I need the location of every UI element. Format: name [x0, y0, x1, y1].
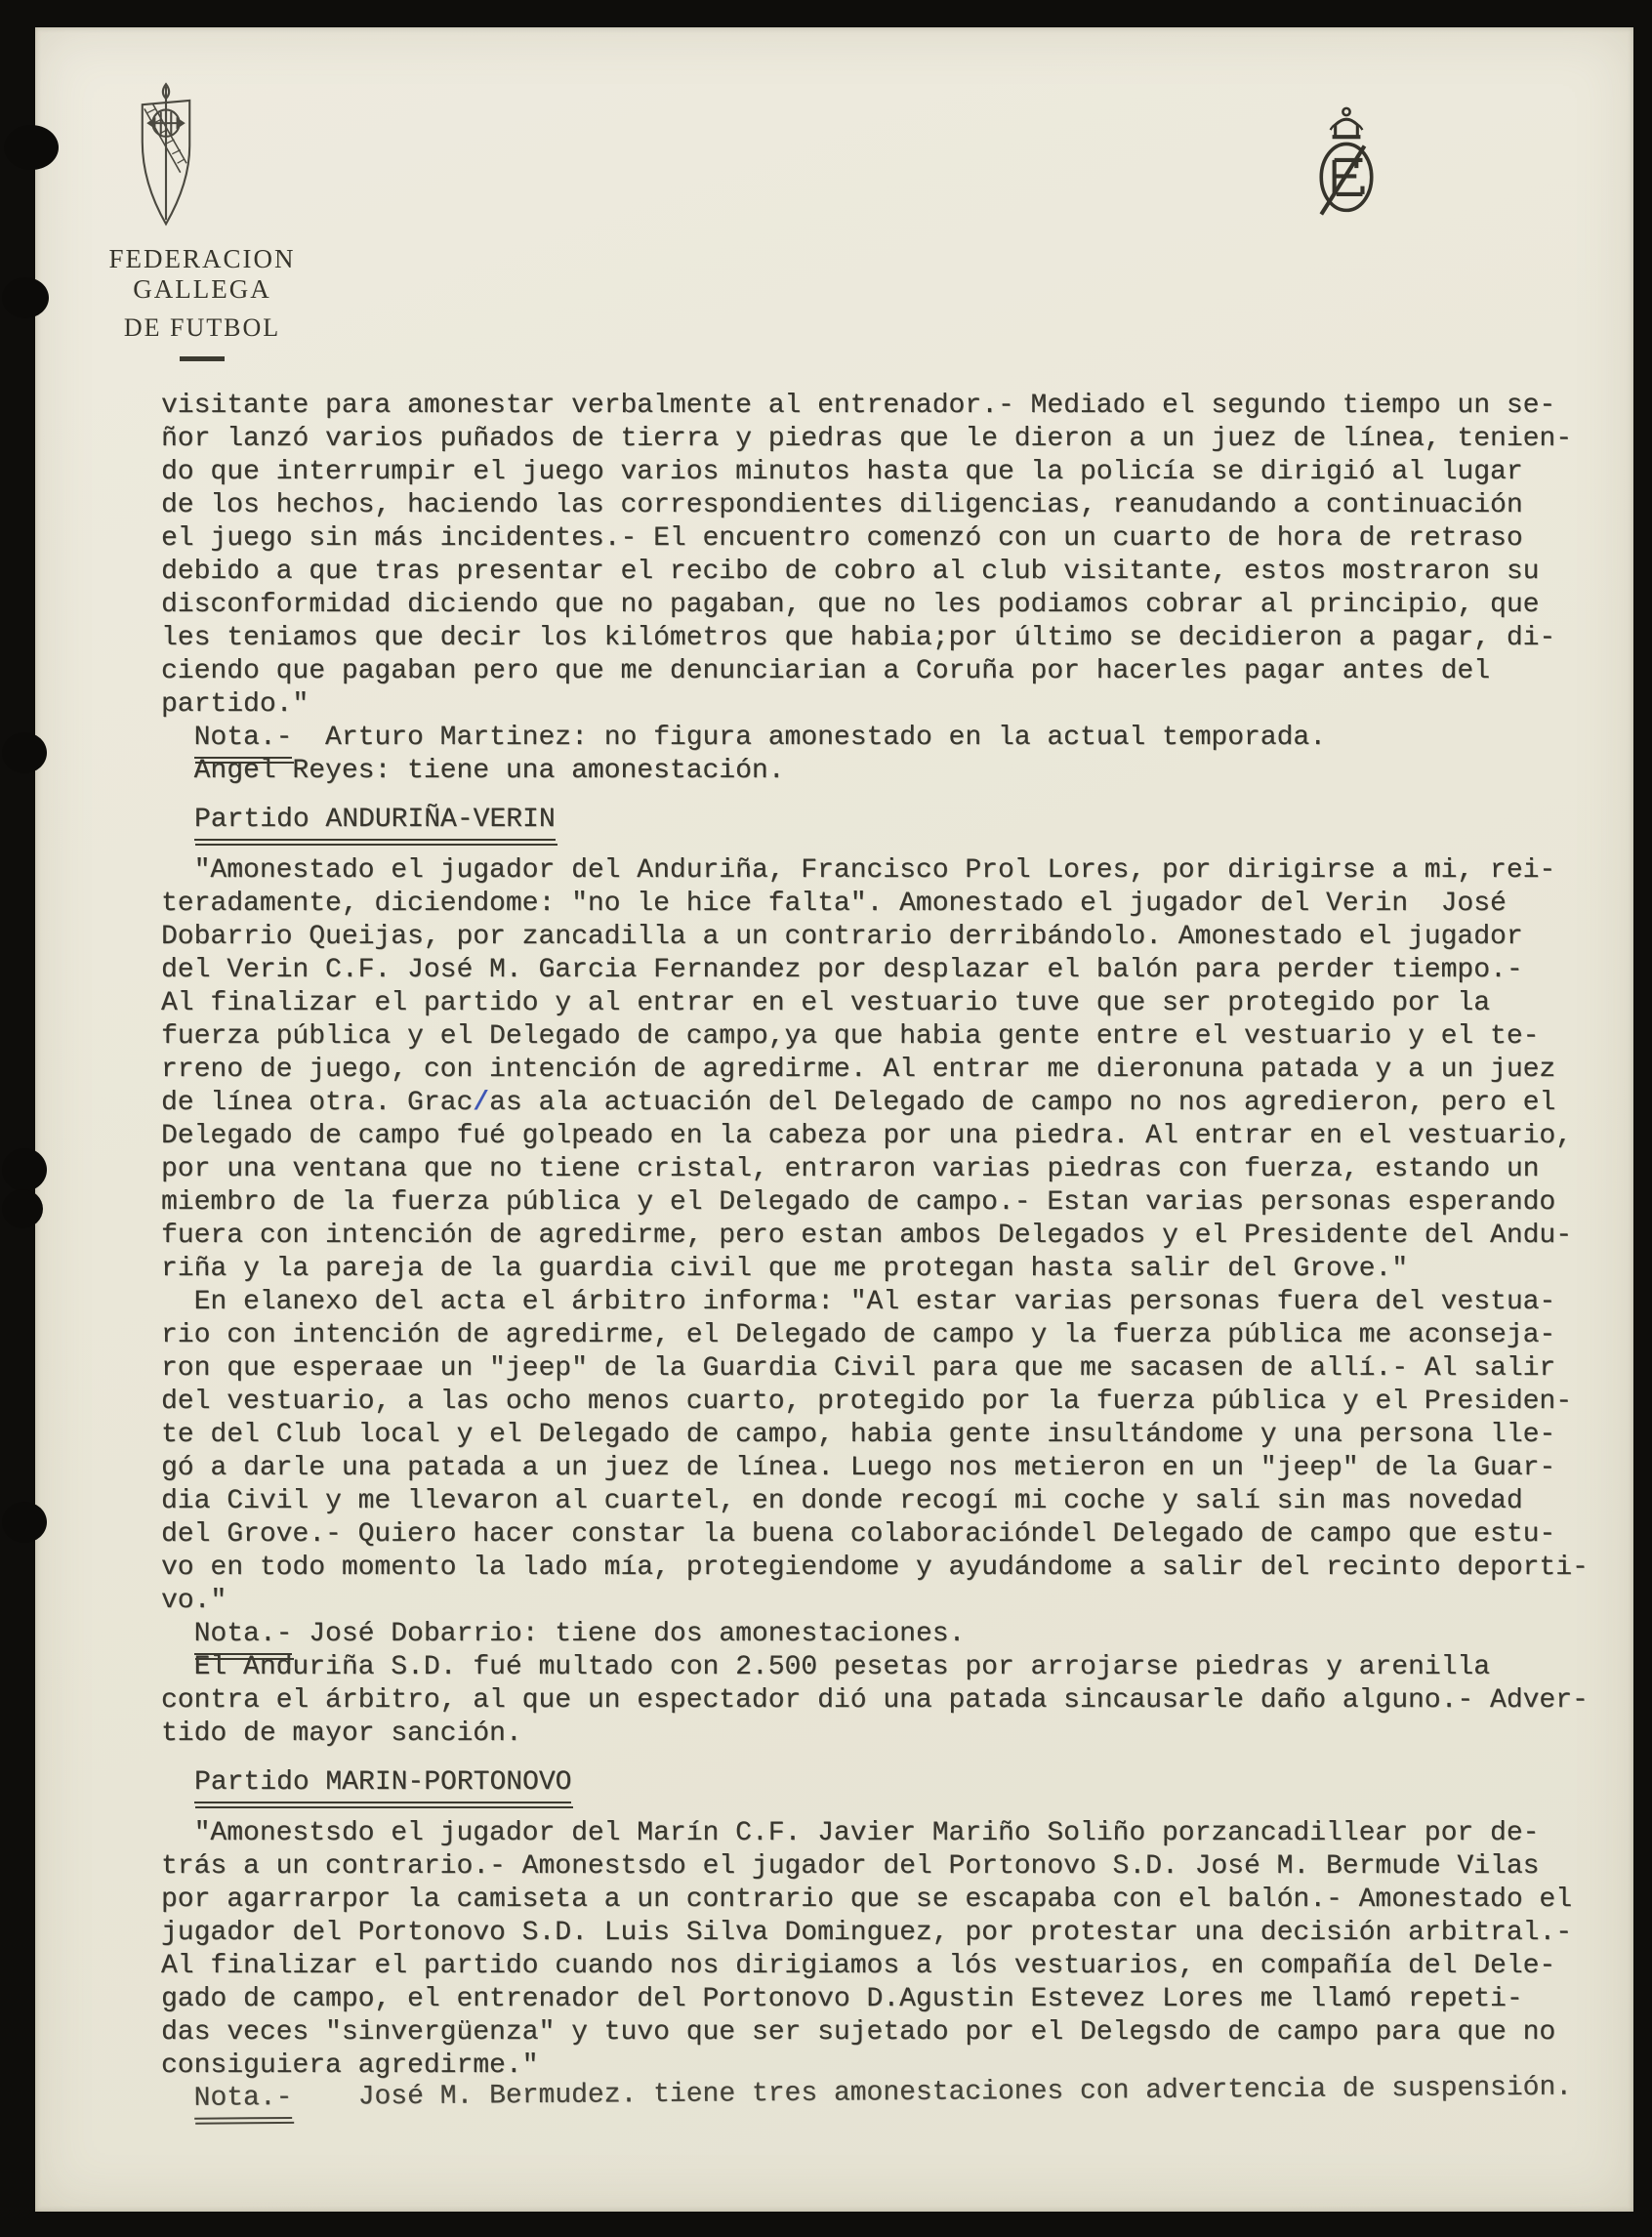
- document-line: dia Civil y me llevaron al cuartel, en donde recogí mi coche y salí sin mas novedad: [161, 1486, 1523, 1516]
- handwritten-ink-correction: /: [473, 1088, 490, 1118]
- document-line: Delegado de campo fué golpeado en la cabeza por una piedra. Al entrar en el vestuario,: [161, 1121, 1573, 1151]
- letterhead-rule: [180, 356, 225, 361]
- document-line: ciendo que pagaban pero que me denunciarian a Coruña por hacerles pagar antes del: [161, 656, 1491, 686]
- paragraph: [161, 1286, 1626, 1618]
- binder-hole: [2, 732, 47, 773]
- match-heading: [194, 1766, 1626, 1800]
- document-line: das veces "sinvergüenza" y tuvo que ser sujetado por el Delegsdo de campo para que no: [161, 2017, 1556, 2048]
- document-line: teradamente, diciendome: "no le hice falta". Amonestado el jugador del Verin José: [161, 889, 1507, 919]
- document-line: Al finalizar el partido cuando nos dirigiamos a lós vestuarios, en compañía del Dele-: [161, 1951, 1556, 1981]
- document-line: partido.": [161, 689, 310, 720]
- document-line: ñor lanzó varios puñados de tierra y piedras que le dieron a un juez de línea, tenien-: [161, 424, 1573, 454]
- document-line: vo en todo momento la lado mía, protegiendome y ayudándome a salir del recinto deporti-: [161, 1553, 1589, 1583]
- document-line: Al finalizar el partido y al entrar en el vestuario tuve que ser protegido por la: [161, 988, 1491, 1018]
- document-line: "Amonestsdo el jugador del Marín C.F. Javier Mariño Soliño porzancadillear por de-: [161, 1818, 1540, 1848]
- document-line: Nota.- José Dobarrio: tiene dos amonestaciones.: [161, 1618, 1626, 1651]
- document-line: del Grove.- Quiero hacer constar la buena colaboracióndel Delegado de campo que estu-: [161, 1519, 1556, 1550]
- match-heading-text: Partido MARIN-PORTONOVO: [194, 1766, 571, 1803]
- paragraph: [161, 854, 1626, 1286]
- document-line: rreno de juego, con intención de agredirme. Al entrar me dieronuna patada y a un juez: [161, 1055, 1556, 1085]
- document-line: fuera con intención de agredirme, pero estan ambos Delegados y el Presidente del Andu-: [161, 1221, 1573, 1251]
- note-block: [161, 1618, 1626, 1751]
- binder-hole: [2, 1502, 47, 1543]
- note-block: [161, 722, 1626, 788]
- paragraph: [161, 1817, 1626, 2083]
- document-line: consiguiera agredirme.": [161, 2051, 539, 2081]
- document-line: del Verin C.F. José M. Garcia Fernandez por desplazar el balón para perder tiempo.-: [161, 955, 1523, 985]
- document-line: disconformidad diciendo que no pagaban, que no les podiamos cobrar al principio, que: [161, 590, 1540, 620]
- letterhead-org-line1: FEDERACION GALLEGA: [108, 244, 296, 304]
- document-line: trás a un contrario.- Amonestsdo el jugador del Portonovo S.D. José M. Bermude Vilas: [161, 1851, 1540, 1882]
- document-line: contra el árbitro, al que un espectador dió una patada sincausarle daño alguno.- Adver-: [161, 1685, 1589, 1716]
- document-body: [161, 390, 1626, 2116]
- binder-hole: [2, 1189, 43, 1228]
- document-line: do que interrumpir el juego varios minutos hasta que la policía se dirigió al lugar: [161, 457, 1523, 487]
- document-line: Nota.- Arturo Martinez: no figura amonestado en la actual temporada.: [161, 722, 1626, 755]
- federation-shield-logo: [135, 82, 197, 236]
- document-line: riña y la pareja de la guardia civil que me protegan hasta salir del Grove.": [161, 1254, 1409, 1284]
- document-line: miembro de la fuerza pública y el Delegado de campo.- Estan varias personas esperando: [161, 1187, 1556, 1218]
- document-line: gado de campo, el entrenador del Portonovo D.Agustin Estevez Lores me llamó repeti-: [161, 1984, 1523, 2014]
- document-line: de los hechos, haciendo las correspondientes diligencias, reanudando a continuación: [161, 490, 1523, 520]
- match-heading: [194, 804, 1626, 837]
- document-line: debido a que tras presentar el recibo de cobro al club visitante, estos mostraron su: [161, 557, 1540, 587]
- document-line: por una ventana que no tiene cristal, entraron varias piedras con fuerza, estando un: [161, 1154, 1540, 1184]
- document-line: Dobarrio Queijas, por zancadilla a un contrario derribándolo. Amonestado el jugador: [161, 922, 1523, 952]
- binder-hole: [2, 1148, 47, 1191]
- binder-hole: [4, 125, 59, 170]
- document-line: Nota.- José M. Bermudez. tiene tres amonestaciones con advertencia de suspensión.: [161, 2071, 1626, 2116]
- document-line: En elanexo del acta el árbitro informa: "Al estar varias personas fuera del vestua-: [161, 1287, 1556, 1317]
- document-line: "Amonestado el jugador del Anduriña, Francisco Prol Lores, por dirigirse a mi, rei-: [161, 855, 1556, 886]
- document-line: Angel Reyes: tiene una amonestación.: [193, 756, 785, 786]
- paragraph: [161, 390, 1626, 722]
- document-line: visitante para amonestar verbalmente al entrenador.- Mediado el segundo tiempo un se-: [161, 391, 1556, 421]
- nota-label: Nota.-: [194, 1618, 293, 1655]
- letterhead: [56, 244, 349, 361]
- document-line: el juego sin más incidentes.- El encuentro comenzó con un cuarto de hora de retraso: [161, 523, 1523, 554]
- nota-label: Nota.-: [194, 722, 293, 759]
- document-line: por agarrarpor la camiseta a un contrario que se escapaba con el balón.- Amonestado el: [161, 1885, 1573, 1915]
- document-line: jugador del Portonovo S.D. Luis Silva Dominguez, por protestar una decisión arbitral.-: [161, 1918, 1573, 1948]
- document-line: te del Club local y el Delegado de campo, habia gente insultándome y una persona lle-: [161, 1420, 1556, 1450]
- document-line: de línea otra. Grac/as ala actuación del Delegado de campo no nos agredieron, pero el: [161, 1088, 1556, 1118]
- letterhead-org-line2: DE FUTBOL: [123, 313, 281, 342]
- document-line: del vestuario, a las ocho menos cuarto, protegido por la fuerza pública y el Presiden-: [161, 1387, 1573, 1417]
- document-line: fuerza pública y el Delegado de campo,ya que habia gente entre el vestuario y el te-: [161, 1021, 1540, 1052]
- document-line: les teniamos que decir los kilómetros que habia;por último se decidieron a pagar, di-: [161, 623, 1556, 653]
- nota-label: Nota.-: [193, 2082, 292, 2120]
- document-line: rio con intención de agredirme, el Delegado de campo y la fuerza pública me aconseja-: [161, 1320, 1556, 1350]
- royal-crest-logo: [1312, 104, 1381, 223]
- document-line: tido de mayor sanción.: [161, 1719, 522, 1749]
- binder-hole: [2, 277, 49, 318]
- match-heading-text: Partido ANDURIÑA-VERIN: [194, 804, 556, 841]
- document-line: ron que esperaae un "jeep" de la Guardia Civil para que me sacasen de allí.- Al salir: [161, 1353, 1556, 1384]
- document-line: vo.": [161, 1586, 227, 1616]
- document-line: gó a darle una patada a un juez de línea. Luego nos metieron en un "jeep" de la Guar-: [161, 1453, 1556, 1483]
- document-line: El Anduriña S.D. fué multado con 2.500 pesetas por arrojarse piedras y arenilla: [193, 1652, 1491, 1682]
